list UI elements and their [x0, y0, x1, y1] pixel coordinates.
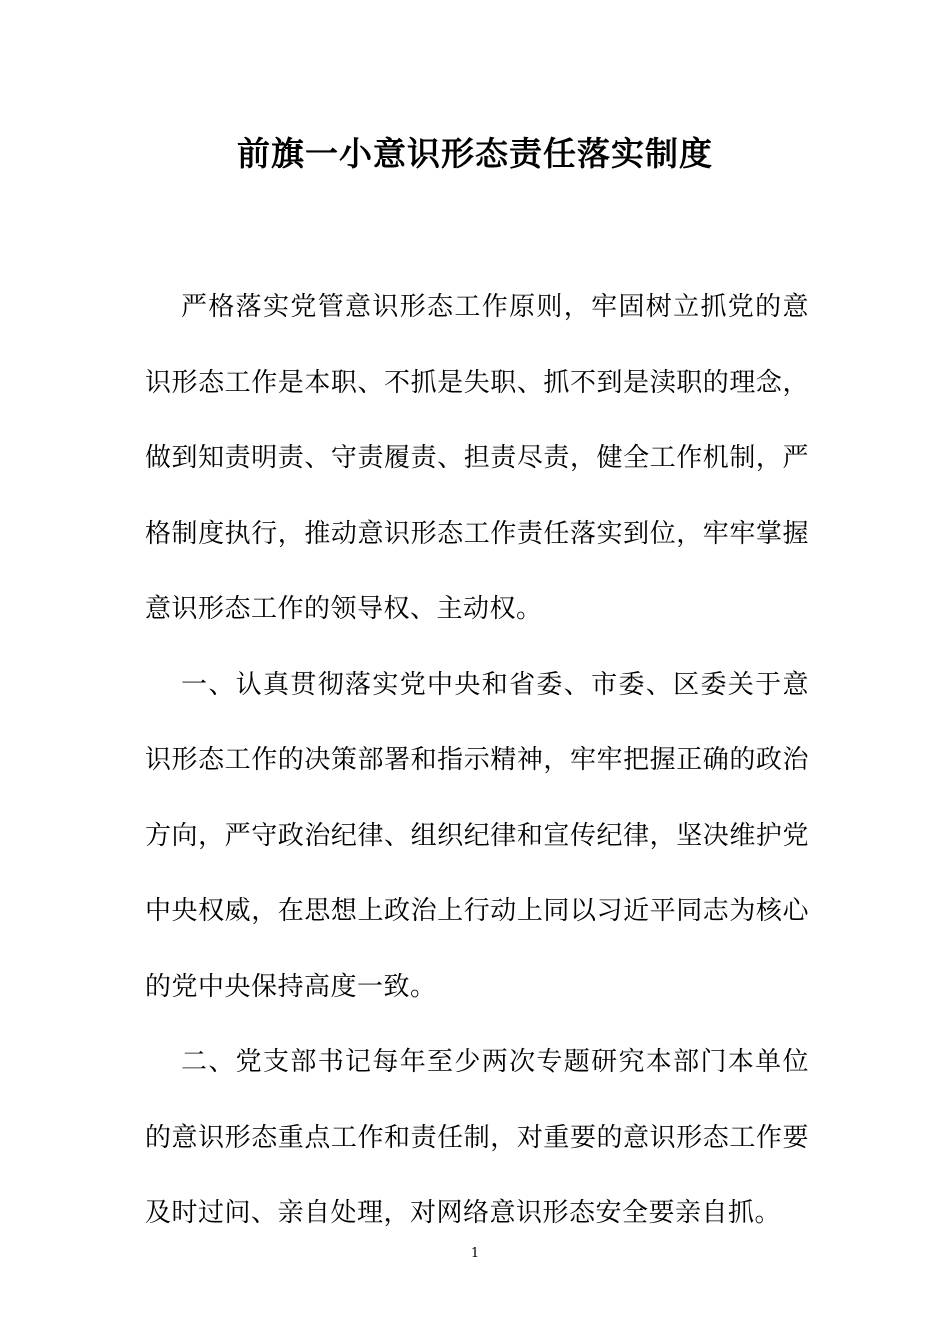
paragraph-item-two: 二、党支部书记每年至少两次专题研究本部门本单位的意识形态重点工作和责任制，对重要的意识形态工作要及时过问、亲自处理，对网络意识形态安全要亲自抓。	[145, 1047, 809, 1228]
paragraph-intro: 严格落实党管意识形态工作原则，牢固树立抓党的意识形态工作是本职、不抓是失职、抓不到是渎职的理念，做到知责明责、守责履责、担责尽责，健全工作机制，严格制度执行，推动意识形态工作责任落实到位，牢牢掌握意识形态工作的领导权、主动权。	[145, 292, 809, 624]
document-title: 前旗一小意识形态责任落实制度	[237, 134, 713, 173]
paragraph-item-one: 一、认真贯彻落实党中央和省委、市委、区委关于意识形态工作的决策部署和指示精神，牢牢把握正确的政治方向，严守政治纪律、组织纪律和宣传纪律，坚决维护党中央权威，在思想上政治上行动上同以习近平同志为核心的党中央保持高度一致。	[145, 669, 809, 1002]
page-number: 1	[470, 1246, 480, 1261]
document-body	[145, 270, 809, 1252]
